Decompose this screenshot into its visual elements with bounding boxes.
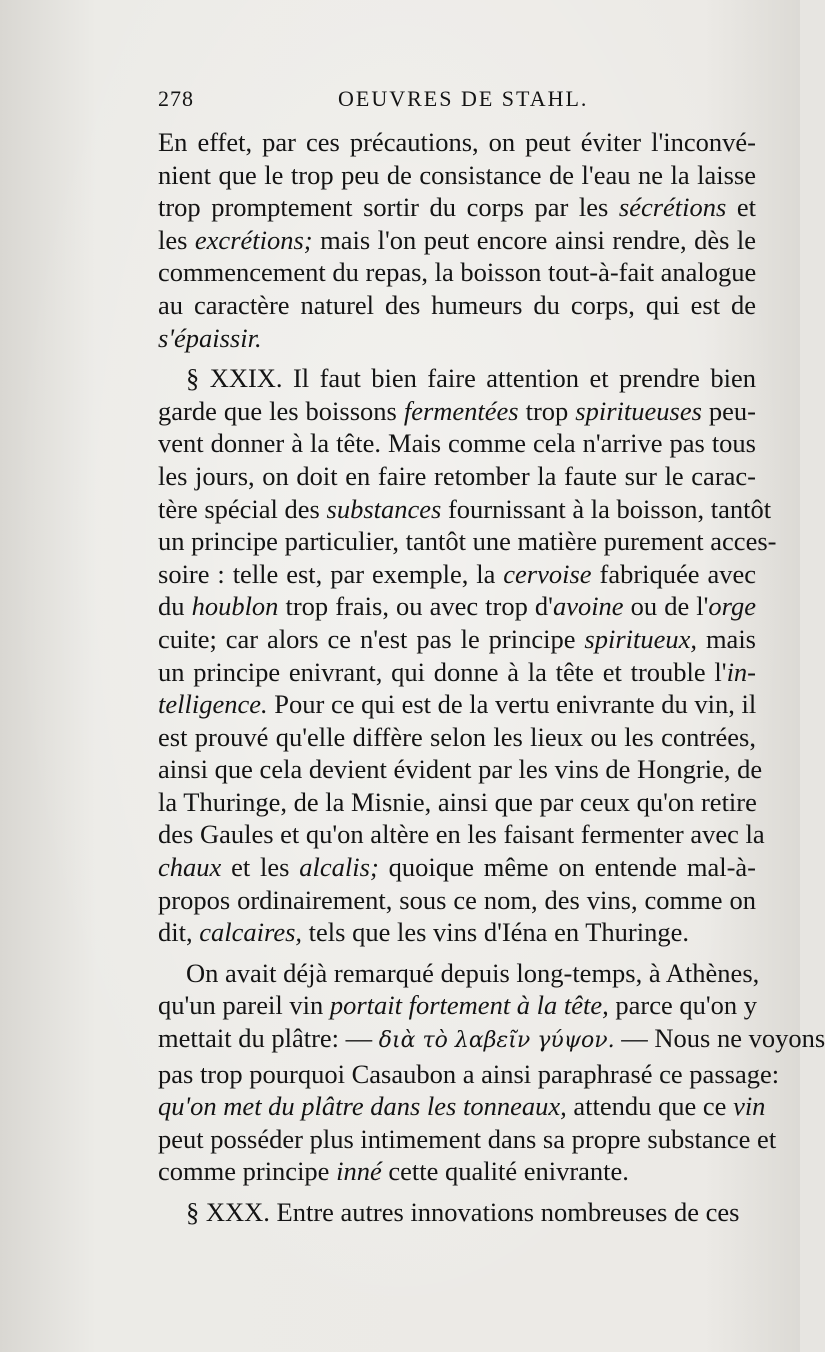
text-segment: quoique même on entende mal-à- xyxy=(378,852,757,883)
text-line xyxy=(158,753,763,786)
text-segment: mettait du plâtre: — xyxy=(158,1023,379,1054)
text-line xyxy=(158,1058,780,1091)
text-segment: ainsi que cela devient évident par les vins de Hongrie, de xyxy=(158,754,763,785)
italic-segment: spiritueuses xyxy=(575,395,702,426)
text-segment: pas trop pourquoi Casaubon a ainsi paraphrasé ce passage: xyxy=(158,1058,780,1089)
text-line xyxy=(158,916,756,949)
text-segment: — Nous ne voyons xyxy=(614,1023,825,1054)
text-segment: Pour ce qui est de la vertu enivrante du vin, il xyxy=(267,689,757,720)
text-line xyxy=(158,1123,777,1156)
italic-segment: houblon xyxy=(191,591,279,622)
text-segment: mais xyxy=(697,623,756,654)
text-line xyxy=(158,884,756,917)
paragraph xyxy=(158,957,825,1188)
italic-segment: spiritueux, xyxy=(584,623,698,654)
text-segment: § XXIX. Il faut bien faire attention et prendre bien xyxy=(186,363,756,394)
paragraph xyxy=(158,362,777,949)
text-line xyxy=(158,851,756,884)
text-segment: tère spécial des xyxy=(158,493,327,524)
text-segment: peut posséder plus intimement dans sa propre substance et xyxy=(158,1123,777,1154)
paragraph xyxy=(158,126,756,354)
text-segment: dit, xyxy=(158,917,200,948)
text-segment: et les xyxy=(221,852,300,883)
italic-segment: cervoise xyxy=(503,558,592,589)
text-line xyxy=(158,1155,756,1188)
text-line xyxy=(158,322,756,355)
text-line xyxy=(158,159,756,192)
text-line xyxy=(158,688,756,721)
text-segment: On avait déjà remarqué depuis long-temps, à Athènes, xyxy=(186,957,760,988)
italic-segment: telligence. xyxy=(158,689,268,720)
text-segment: propos ordinairement, sous ce nom, des vins, comme on xyxy=(158,884,756,915)
text-segment: fabriquée avec xyxy=(591,558,756,589)
italic-segment: chaux xyxy=(158,852,222,883)
text-line xyxy=(158,558,756,591)
italic-segment: sécrétions xyxy=(618,192,727,223)
text-segment: les jours, on doit en faire retomber la faute sur le carac- xyxy=(158,460,756,491)
text-segment: trop xyxy=(518,395,576,426)
text-segment: fournissant à la boisson, tantôt xyxy=(441,493,772,524)
text-segment: trop frais, ou avec trop d' xyxy=(278,591,553,622)
text-line xyxy=(158,989,756,1022)
text-segment: cette qualité enivrante. xyxy=(381,1156,629,1187)
text-segment: mais l'on peut encore ainsi rendre, dès le xyxy=(312,224,756,255)
text-segment: tels que les vins d'Iéna en Thuringe. xyxy=(302,917,689,948)
text-segment: peu- xyxy=(701,395,756,426)
text-segment: un principe particulier, tantôt une matière purement acces- xyxy=(158,526,777,557)
italic-segment: inné xyxy=(336,1156,382,1187)
text-segment: § XXX. Entre autres innovations nombreuses de ces xyxy=(186,1197,740,1227)
text-segment: cuite; car alors ce n'est pas le principe xyxy=(158,623,585,654)
text-line xyxy=(158,126,756,159)
text-segment: ou de l' xyxy=(623,591,709,622)
italic-segment: orge xyxy=(708,591,756,622)
text-line xyxy=(158,623,756,656)
running-title: OEUVRES DE STAHL. xyxy=(338,86,589,111)
text-line xyxy=(158,590,756,623)
italic-segment: qu'on met du plâtre dans les tonneaux, xyxy=(158,1091,567,1122)
page-header xyxy=(158,86,756,126)
text-line xyxy=(158,395,756,428)
text-segment: comme principe xyxy=(158,1156,337,1187)
italic-segment: avoine xyxy=(552,591,624,622)
text-line xyxy=(158,427,756,460)
text-segment: nient que le trop peu de consistance de l'eau ne la laisse xyxy=(158,159,756,190)
text-line xyxy=(158,656,756,689)
text-line xyxy=(158,191,756,224)
text-line xyxy=(158,957,760,990)
text-segment: parce qu'on y xyxy=(608,990,758,1021)
italic-segment: vin xyxy=(733,1091,766,1122)
text-segment: commencement du repas, la boisson tout-à-fait analogue xyxy=(158,257,757,288)
text-line xyxy=(158,1196,756,1229)
text-line xyxy=(158,256,756,289)
text-line xyxy=(158,525,777,558)
text-segment: vent donner à la tête. Mais comme cela n'arrive pas tous xyxy=(158,428,756,459)
italic-segment: fermentées xyxy=(403,395,519,426)
text-line xyxy=(158,362,756,395)
text-segment: les xyxy=(158,224,195,255)
text-line xyxy=(158,289,756,322)
text-segment: est prouvé qu'elle diffère selon les lieux ou les contrées, xyxy=(158,721,756,752)
text-segment: garde que les boissons xyxy=(158,395,404,426)
text-segment: attendu que ce xyxy=(566,1091,734,1122)
page-number: 278 xyxy=(158,86,194,111)
text-segment: En effet, par ces précautions, on peut éviter l'inconvé- xyxy=(158,127,756,157)
text-line xyxy=(158,818,765,851)
italic-segment: s'épaissir. xyxy=(158,322,262,353)
italic-segment: alcalis; xyxy=(299,852,379,883)
italic-segment: excrétions; xyxy=(194,224,313,255)
text-segment: des Gaules et qu'on altère en les faisant fermenter avec la xyxy=(158,819,765,850)
text-segment: au caractère naturel des humeurs du corps, qui est de xyxy=(158,289,756,320)
greek-quotation: διὰ τὸ λαβεῖν γύψον. xyxy=(378,1028,615,1054)
text-segment: trop promptement sortir du corps par les xyxy=(158,192,619,223)
text-segment: la Thuringe, de la Misnie, ainsi que par ceux qu'on retire xyxy=(158,786,757,817)
paragraph xyxy=(158,1196,756,1229)
text-line xyxy=(158,1090,766,1123)
text-line xyxy=(158,1022,825,1058)
text-line xyxy=(158,786,756,819)
text-segment: un principe enivrant, qui donne à la tête et trouble l' xyxy=(158,656,727,687)
italic-segment: calcaires, xyxy=(199,917,303,948)
body-text xyxy=(158,126,825,1229)
italic-segment: in- xyxy=(726,656,756,687)
text-segment: du xyxy=(158,591,192,622)
text-line xyxy=(158,460,756,493)
italic-segment: portait fortement à la tête, xyxy=(329,990,609,1021)
text-line xyxy=(158,493,772,526)
text-segment: qu'un pareil vin xyxy=(158,990,330,1021)
text-segment: soire : telle est, par exemple, la xyxy=(158,558,504,589)
text-line xyxy=(158,224,756,257)
text-segment: et xyxy=(726,192,756,223)
text-line xyxy=(158,721,756,754)
italic-segment: substances xyxy=(326,493,442,524)
